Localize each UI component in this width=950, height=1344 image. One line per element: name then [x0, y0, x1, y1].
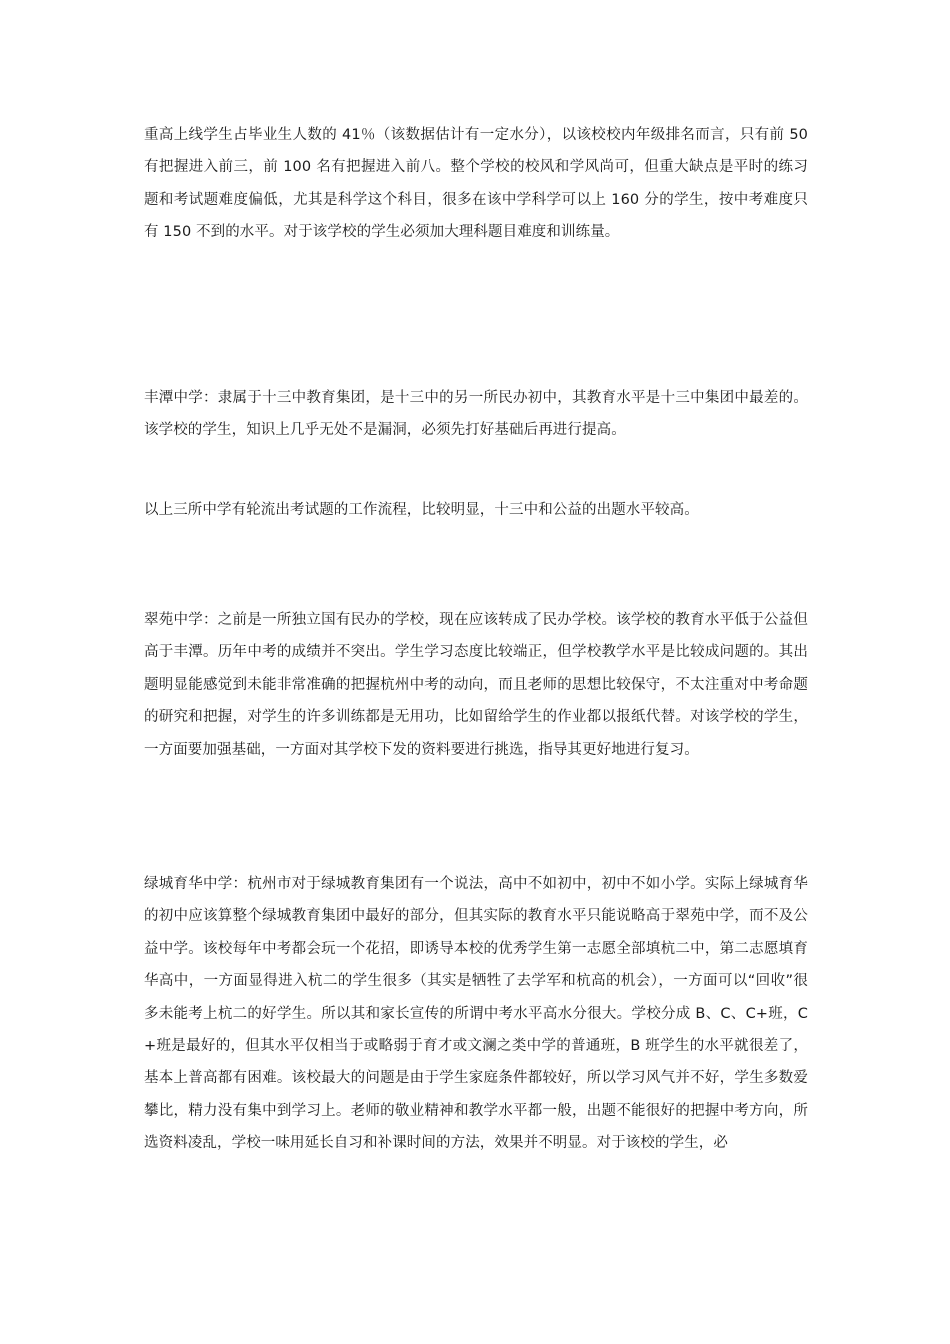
- paragraph-fengtan-middle-school: 丰潭中学：隶属于十三中教育集团，是十三中的另一所民办初中，其教育水平是十三中集团中最差的。该学校的学生，知识上几乎无处不是漏洞，必须先打好基础后再进行提高。: [144, 390, 808, 439]
- paragraph-lvcheng-yuhua-middle-school: 绿城育华中学：杭州市对于绿城教育集团有一个说法，高中不如初中，初中不如小学。实际上绿城育华的初中应该算整个绿城教育集团中最好的部分，但其实际的教育水平只能说略高于翠苑中学，而不及公益中学。该校每年中考都会玩一个花招，即诱导本校的优秀学生第一志愿全部填杭二中，第二志愿填育华高中，一方面显得进入杭二的学生很多（其实是牺牲了去学军和杭高的机会），一方面可以“回收”很多未能考上杭二的好学生。所以其和家长宣传的所谓中考水平高水分很大。学校分成 B、C、C+班，C+班是最好的，但其水平仅相当于或略弱于育才或文澜之类中学的普通班，B 班学生的水平就很差了，基本上普高都有困难。该校最大的问题是由于学生家庭条件都较好，所以学习风气并不好，学生多数爱攀比，精力没有集中到学习上。老师的敬业精神和教学水平都一般，出题不能很好的把握中考方向，所选资料凌乱，学校一味用延长自习和补课时间的方法，效果并不明显。对于该校的学生，必: [144, 876, 808, 1152]
- paragraph-exam-rotation-note: 以上三所中学有轮流出考试题的工作流程，比较明显，十三中和公益的出题水平较高。: [144, 502, 699, 518]
- paragraph-school-exam-difficulty: 重高上线学生占毕业生人数的 41％（该数据估计有一定水分），以该校校内年级排名而言，只有前 50 有把握进入前三，前 100 名有把握进入前八。整个学校的校风和学风尚可，但重大缺点是平时的练习题和考试题难度偏低，尤其是科学这个科目，很多在该中学科学可以上 160 分的学生，按中考难度只有 150 不到的水平。对于该学校的学生必须加大理科题目难度和训练量。: [144, 127, 808, 241]
- paragraph-cuiyuan-middle-school: 翠苑中学：之前是一所独立国有民办的学校，现在应该转成了民办学校。该学校的教育水平低于公益但高于丰潭。历年中考的成绩并不突出。学生学习态度比较端正，但学校教学水平是比较成问题的。其出题明显能感觉到未能非常准确的把握杭州中考的动向，而且老师的思想比较保守，不太注重对中考命题的研究和把握，对学生的许多训练都是无用功，比如留给学生的作业都以报纸代替。对该学校的学生，一方面要加强基础，一方面对其学校下发的资料要进行挑选，指导其更好地进行复习。: [144, 612, 808, 758]
